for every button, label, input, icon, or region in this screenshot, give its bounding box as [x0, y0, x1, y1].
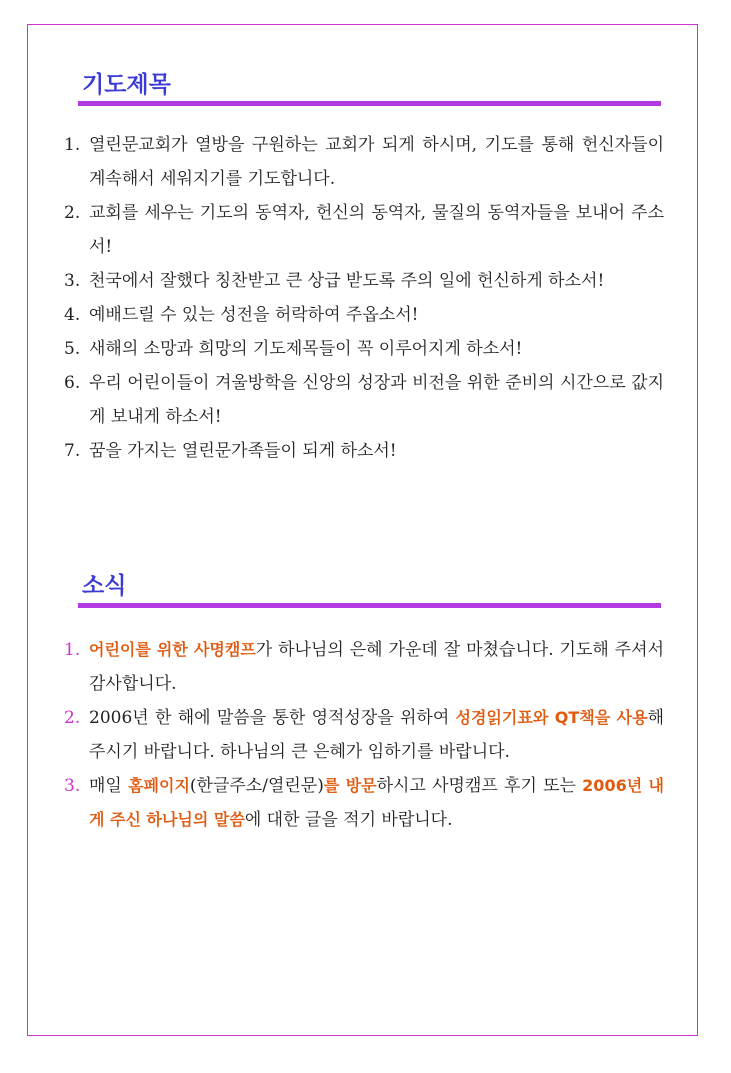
news-item [64, 633, 664, 701]
news-highlight: 어린이를 위한 사명캠프 [89, 640, 256, 659]
news-text: 하시고 사명캠프 후기 또는 [376, 776, 583, 796]
prayer-item [64, 264, 664, 298]
prayer-item-text: 예배드릴 수 있는 성전을 허락하여 주옵소서! [89, 305, 419, 325]
news-item-number: 3. [64, 776, 81, 796]
news-text: (한글주소/열린문) [189, 776, 324, 796]
news-list [64, 633, 664, 837]
news-highlight: 홈페이지 [128, 776, 190, 795]
prayer-section-title: 기도제목 [82, 72, 171, 98]
news-highlight: 2006년 내게 주신 하나님의 말씀 [89, 776, 665, 829]
prayer-item-number: 1. [64, 135, 81, 155]
prayer-item-number: 6. [64, 373, 81, 393]
news-item [64, 701, 664, 769]
news-text: 가 하나님의 은혜 가운데 잘 마쳤습니다. 기도해 주셔서 감사합니다. [89, 640, 664, 694]
prayer-item [64, 332, 664, 366]
news-title-rule [78, 603, 661, 608]
prayer-item [64, 298, 664, 332]
news-text: 해주시기 바랍니다. 하나님의 큰 은혜가 임하기를 바랍니다. [89, 708, 664, 762]
prayer-item-text: 천국에서 잘했다 칭찬받고 큰 상급 받도록 주의 일에 헌신하게 하소서! [89, 271, 605, 291]
prayer-item-text: 교회를 세우는 기도의 동역자, 헌신의 동역자, 물질의 동역자들을 보내어 주소서! [89, 203, 664, 257]
prayer-item [64, 366, 664, 434]
prayer-item-text: 새해의 소망과 희망의 기도제목들이 꼭 이루어지게 하소서! [89, 339, 523, 359]
prayer-item-number: 4. [64, 305, 81, 325]
prayer-title-rule [78, 101, 661, 106]
prayer-item-number: 2. [64, 203, 81, 223]
news-highlight: 를 방문 [323, 776, 377, 795]
news-text: 매일 [89, 776, 129, 796]
prayer-item-text: 열린문교회가 열방을 구원하는 교회가 되게 하시며, 기도를 통해 헌신자들이 계속해서 세워지기를 기도합니다. [89, 135, 664, 189]
prayer-item [64, 196, 664, 264]
news-item [64, 769, 664, 837]
prayer-item [64, 434, 664, 468]
news-text: 에 대한 글을 적기 바랍니다. [244, 810, 453, 830]
news-item-number: 1. [64, 640, 81, 660]
news-item-number: 2. [64, 708, 81, 728]
prayer-item-text: 우리 어린이들이 겨울방학을 신앙의 성장과 비전을 위한 준비의 시간으로 값지게 보내게 하소서! [89, 373, 664, 427]
prayer-item [64, 128, 664, 196]
news-text: 2006년 한 해에 말씀을 통한 영적성장을 위하여 [89, 708, 456, 728]
prayer-item-number: 5. [64, 339, 81, 359]
prayer-item-text: 꿈을 가지는 열린문가족들이 되게 하소서! [89, 441, 397, 461]
news-section-title: 소식 [82, 573, 127, 599]
prayer-list [64, 128, 664, 468]
prayer-item-number: 7. [64, 441, 81, 461]
prayer-item-number: 3. [64, 271, 81, 291]
news-highlight: 성경읽기표와 QT책을 사용 [455, 708, 648, 727]
